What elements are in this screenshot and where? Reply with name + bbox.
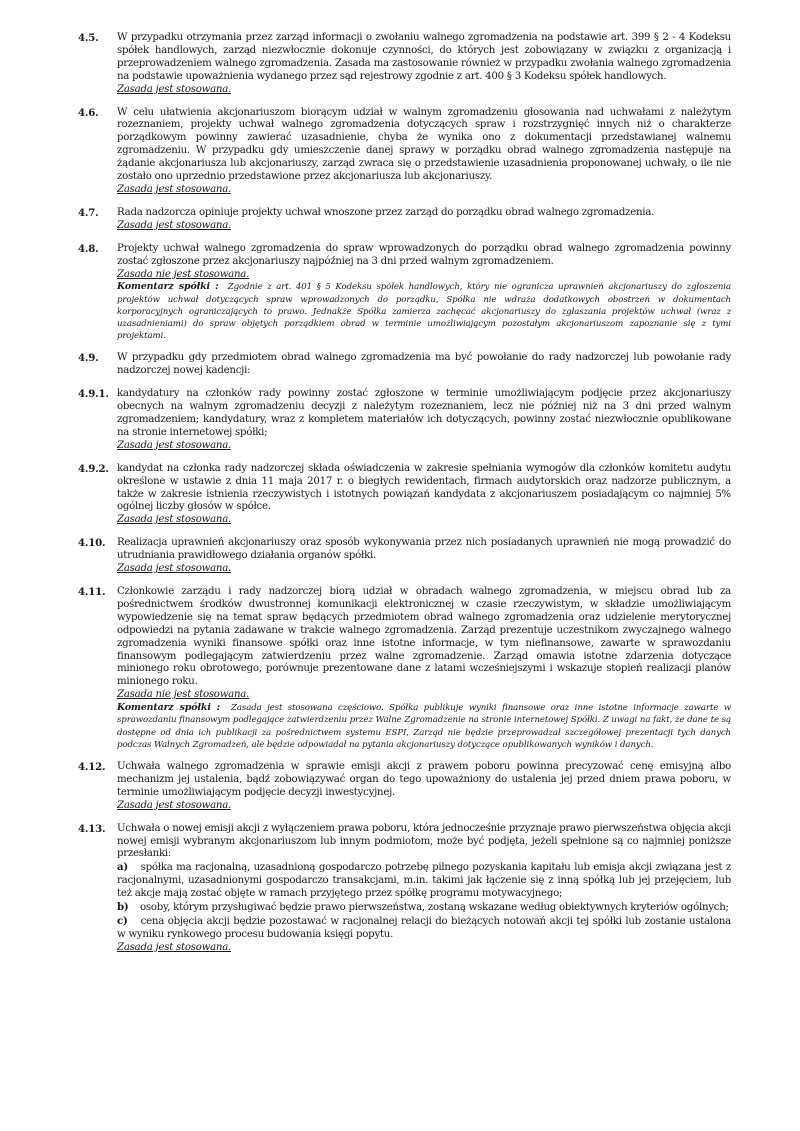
principle-number: 4.7. [78,206,99,219]
principle-4-9-2 [78,463,731,528]
principle-number: 4.12. [78,760,106,773]
status-label: Zasada nie jest stosowana. [117,689,250,701]
status-label: Zasada jest stosowana. [117,183,232,195]
principle-4-7 [78,207,731,233]
principle-4-12 [78,761,731,813]
principle-text: W celu ułatwienia akcjonariuszom biorącym udział w walnym zgromadzeniu głosowania nad uchwałami z należytym rozeznaniem, projekty uchwał walnego zgromadzenia dotyczących spraw i rozstrzygnięć innych niż o charakterze porządkowym powinny zawierać uzasadnienie, chyba że wynika ono z dokumentacji przedstawianej walnemu zgromadzeniu. W przypadku gdy umieszczenie danej sprawy w porządku obrad walnego zgromadzenia następuje na żądanie akcjonariusza lub akcjonariuszy, zarząd zwraca się o przedstawienie uzasadnienia proponowanej uchwały, o ile nie zostało ono uprzednio przedstawione przez akcjonariusza lub akcjonariuszy. [117,106,731,183]
principle-text: W przypadku gdy przedmiotem obrad walnego zgromadzenia ma być powołanie do rady nadzorczej lub powołanie rady nadzorczej nowej kadencji: [117,352,731,377]
status-label: Zasada jest stosowana. [117,941,232,953]
principle-4-9-1 [78,388,731,453]
principle-number: 4.10. [78,537,106,550]
principle-4-10 [78,537,731,576]
comment-text: Zgodnie z art. 401 § 5 Kodeksu spółek handlowych, który nie ogranicza uprawnień akcjonariuszy do zgłoszenia projektów uchwał dotyczących spraw wprowadzonych do porządku, Spółka nie wdraża dodatkowych obostrzeń w dokumentach korporacyjnych ograniczających to prawo. Jednakże Spółka zamierza zachęcać akcjonariuszy do zgłaszania projektów uchwał (wraz z uzasadnieniami) do spraw objętych porządkiem obrad w terminie umożliwiającym pozostałym akcjonariuszom zapoznanie się z tymi projektami. [117,282,731,342]
comment-label: Komentarz spółki : [117,702,221,714]
principle-4-5 [78,32,731,97]
principle-text: kandydatury na członków rady powinny zostać zgłoszone w terminie umożliwiającym podjęcie przez akcjonariuszy obecnych na walnym zgromadzeniu decyzji z należytym rozeznaniem, lecz nie później niż na 3 dni przed walnym zgromadzeniem; kandydatury, wraz z kompletem materiałów ich dotyczących, powinny zostać niezwłocznie opublikowane na stronie internetowej spółki; [117,388,731,438]
document-page [78,32,731,965]
status-label: Zasada nie jest stosowana. [117,268,250,280]
principle-text: kandydat na członka rady nadzorczej składa oświadczenia w zakresie spełniania wymogów dla członków komitetu audytu określone w ustawie z dnia 11 maja 2017 r. o biegłych rewidentach, firmach audytorskich oraz nadzorze publicznym, a także w zakresie istnienia rzeczywistych i istotnych powiązań kandydata z akcjonariuszem posiadającym co najmniej 5% ogólnej liczby głosów w spółce. [117,462,731,513]
status-label: Zasada jest stosowana. [117,514,232,526]
principle-4-9 [78,352,731,378]
status-label: Zasada jest stosowana. [117,83,232,95]
subitem-label: b) [117,901,129,914]
principle-4-11 [78,586,731,751]
principle-4-8 [78,243,731,343]
subitem-a [117,861,731,901]
comment-text: Zasada jest stosowana częściowo. Spółka publikuje wyniki finansowe oraz inne istotne informacje zawarte w sprawozdaniu finansowym podlegające zatwierdzeniu przez Walne Zgromadzenie na stronie internetowej Spółki. Z uwagi na fakt, że dane te są dostępne od dnia ich publikacji za pośrednictwem systemu ESPI, Zarząd nie będzie przeprowadzał szczegółowej prezentacji tych danych podczas Walnych Zgromadzeń, ale będzie odpowiadał na pytania akcjonariuszy dotyczące opublikowanych wyników i danych. [117,703,731,750]
status-label: Zasada jest stosowana. [117,799,232,811]
status-label: Zasada jest stosowana. [117,439,232,451]
status-label: Zasada jest stosowana. [117,219,232,231]
principle-number: 4.5. [78,32,99,44]
subitem-label: c) [117,914,128,927]
company-comment [117,281,731,342]
principle-number: 4.8. [78,242,99,255]
principle-4-13 [78,823,731,955]
subitem-c [117,915,731,942]
subitem-text: osoby, którym przysługiwać będzie prawo pierwszeństwa, zostaną wskazane według obiektywnych kryteriów ogólnych; [140,902,729,914]
principle-number: 4.9.2. [78,462,109,475]
principle-text: Członkowie zarządu i rady nadzorczej biorą udział w obradach walnego zgromadzenia, w miejscu obrad lub za pośrednictwem środków dwustronnej komunikacji elektronicznej w czasie rzeczywistym, w składzie umożliwiającym wypowiedzenie się na temat spraw będących przedmiotem obrad walnego zgromadzenia oraz udzielenie merytorycznej odpowiedzi na pytania zadawane w trakcie walnego zgromadzenia. Zarząd prezentuje uczestnikom zwyczajnego walnego zgromadzenia wyniki finansowe spółki oraz inne istotne informacje, w tym niefinansowe, zawarte w sprawozdaniu finansowym podlegającym zatwierdzeniu przez walne zgromadzenie. Zarząd omawia istotne zdarzenia dotyczące minionego roku obrotowego, porównuje prezentowane dane z latami wcześniejszymi i wskazuje stopień realizacji planów minionego roku. [117,586,731,688]
subitem-text: spółka ma racjonalną, uzasadnioną gospodarczo potrzebę pilnego pozyskania kapitału lub emisja akcji związana jest z racjonalnymi, uzasadnionymi gospodarczo transakcjami, m.in. takimi jak łączenie się z inną spółką lub jej przejęciem, lub też akcje mają zostać objęte w ramach przyjętego przez spółkę programu motywacyjnego; [117,862,731,900]
principle-text: Projekty uchwał walnego zgromadzenia do spraw wprowadzonych do porządku obrad walnego zgromadzenia powinny zostać zgłoszone przez akcjonariuszy najpóźniej na 3 dni przed walnym zgromadzeniem. [117,242,731,267]
principle-number: 4.9.1. [78,388,109,401]
comment-label: Komentarz spółki : [117,281,219,293]
subitem-text: cena objęcia akcji będzie pozostawać w racjonalnej relacji do bieżących notowań akcji tej spółki lub zostanie ustalona w wyniku rynkowego procesu budowania księgi popytu. [117,915,731,940]
principle-text: W przypadku otrzymania przez zarząd informacji o zwołaniu walnego zgromadzenia na podstawie art. 399 § 2 - 4 Kodeksu spółek handlowych, zarząd niezwłocznie dokonuje czynności, do których jest zobowiązany w związku z organizacją i przeprowadzeniem walnego zgromadzenia. Zasada ma zastosowanie również w przypadku zwołania walnego zgromadzenia na podstawie upoważnienia wydanego przez sąd rejestrowy zgodnie z art. 400 § 3 Kodeksu spółek handlowych. [117,32,731,82]
company-comment [117,702,731,751]
principle-number: 4.6. [78,106,99,119]
principle-text: Uchwała o nowej emisji akcji z wyłączeniem prawa poboru, która jednocześnie przyznaje prawo pierwszeństwa objęcia akcji nowej emisji wybranym akcjonariuszom lub innym podmiotom, może być podjęta, jeżeli spełnione są co najmniej poniższe przesłanki: [117,822,731,860]
principle-4-6 [78,107,731,197]
principle-text: Rada nadzorcza opiniuje projekty uchwał wnoszone przez zarząd do porządku obrad walnego zgromadzenia. [117,206,655,218]
subitem-b [117,901,731,915]
principle-number: 4.11. [78,586,106,599]
status-label: Zasada jest stosowana. [117,563,232,575]
principle-text: Realizacja uprawnień akcjonariuszy oraz sposób wykonywania przez nich posiadanych uprawnień nie mogą prowadzić do utrudniania prawidłowego działania organów spółki. [117,537,731,562]
principle-number: 4.13. [78,822,106,835]
principle-number: 4.9. [78,352,99,365]
principle-text: Uchwała walnego zgromadzenia w sprawie emisji akcji z prawem poboru powinna precyzować cenę emisyjną albo mechanizm jej ustalenia, bądź zobowiązywać organ do tego upoważniony do ustalenia jej przed dniem prawa poboru, w terminie umożliwiającym podjęcie decyzji inwestycyjnej. [117,760,731,798]
subitem-label: a) [117,861,128,874]
